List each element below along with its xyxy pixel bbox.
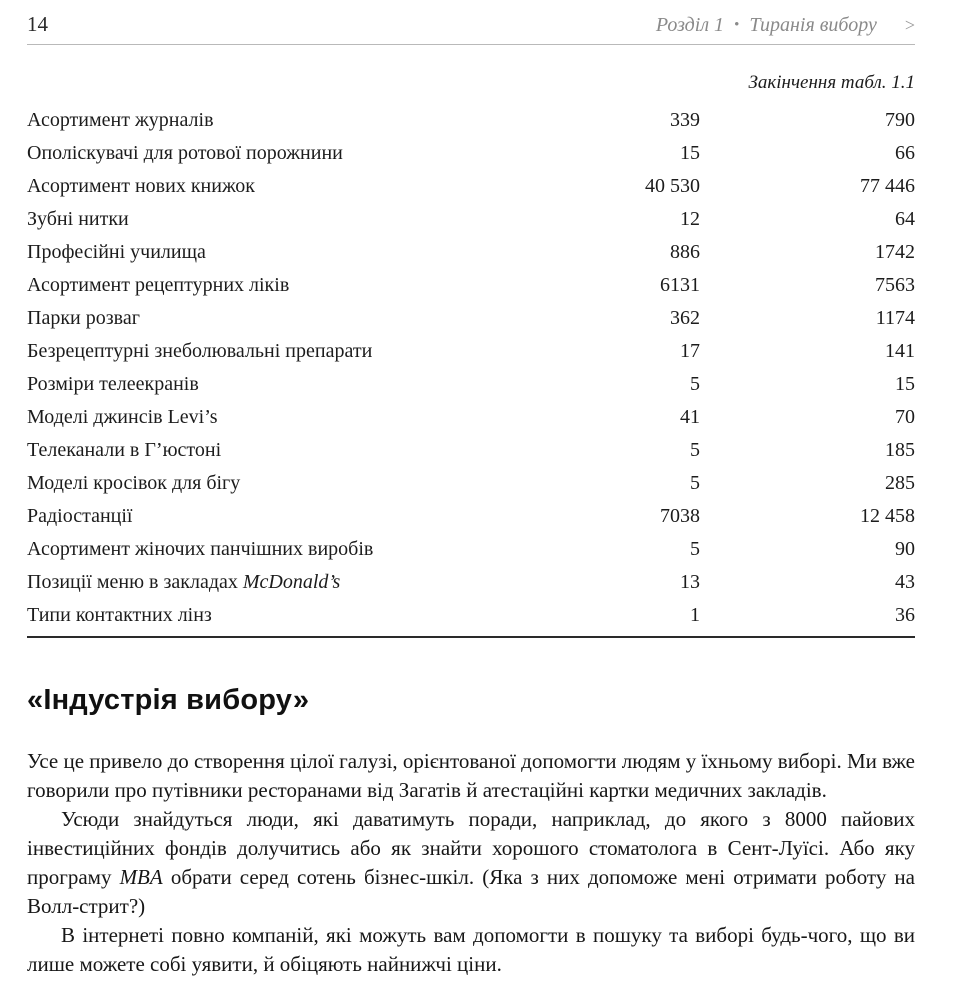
row-value-after: 66 [895,142,915,164]
page-header [27,12,915,45]
row-value-after: 1174 [875,307,915,329]
row-value-after: 43 [895,571,915,593]
row-value-after: 7563 [875,274,915,296]
row-value-before: 1 [690,604,700,626]
table-row [27,533,915,566]
table-row [27,269,915,302]
table-row [27,566,915,599]
row-value-before: 5 [690,538,700,560]
row-label: Безрецептурні знеболювальні препарати [27,340,373,362]
row-label: Моделі джинсів Levi’s [27,406,218,428]
row-value-after: 77 446 [860,175,915,197]
row-label: Асортимент журналів [27,109,214,131]
table-row [27,335,915,368]
row-label: Зубні нитки [27,208,129,230]
table-row [27,467,915,500]
row-value-after: 12 458 [860,505,915,527]
table-row [27,302,915,335]
table-row [27,500,915,533]
choice-table [27,104,915,638]
bullet-separator: • [734,17,740,33]
table-row [27,236,915,269]
row-value-after: 15 [895,373,915,395]
row-value-after: 185 [885,439,915,461]
row-label: Типи контактних лінз [27,604,212,626]
row-value-after: 36 [895,604,915,626]
table-row [27,599,915,632]
row-value-before: 17 [680,340,700,362]
row-value-before: 886 [670,241,700,263]
row-label: Розміри телеекранів [27,373,199,395]
row-value-before: 41 [680,406,700,428]
page-number: 14 [27,12,48,36]
row-label: Асортимент жіночих панчішних виробів [27,538,374,560]
row-label: Радіостанції [27,505,133,527]
row-label: Телеканали в Г’юстоні [27,439,222,461]
table-row [27,401,915,434]
row-value-after: 285 [885,472,915,494]
row-label: Парки розваг [27,307,140,329]
row-value-before: 7038 [660,505,700,527]
table-row [27,434,915,467]
chapter-label: Розділ 1 [655,14,725,36]
row-value-before: 12 [680,208,700,230]
row-value-after: 141 [885,340,915,362]
row-label: Асортимент рецептурних ліків [27,274,290,296]
row-value-before: 5 [690,439,700,461]
table-caption: Закінчення табл. 1.1 [748,72,915,93]
row-value-before: 339 [670,109,700,131]
body-text [27,747,915,979]
row-value-before: 6131 [660,274,700,296]
running-head [656,14,915,37]
row-value-after: 64 [895,208,915,230]
table-row [27,203,915,236]
row-label: Моделі кросівок для бігу [27,472,241,494]
row-label: Ополіскувачі для ротової порожнини [27,142,343,164]
row-value-after: 790 [885,109,915,131]
section-heading: «Індустрія вибору» [27,684,310,716]
paragraph: Усе це привело до створення цілої галузі, орієнтованої допомогти людям у їхньому виборі. Ми вже говорили про путівники ресторанами від Загатів й атестаційні картки медичних закладів. [27,749,915,802]
row-value-before: 40 530 [645,175,700,197]
table-row [27,137,915,170]
chapter-title: Тиранія вибору [749,14,877,36]
paragraph: В інтернеті повно компаній, які можуть вам допомогти в пошуку та виборі будь-чого, що ви лише можете собі уявити, й обіцяють найнижчі ціни. [27,923,915,976]
row-value-before: 362 [670,307,700,329]
row-value-before: 13 [680,571,700,593]
table-row [27,368,915,401]
row-label: Професійні училища [27,241,206,263]
row-label: Асортимент нових книжок [27,175,255,197]
chevron-right-icon: > [904,15,915,35]
row-value-before: 5 [690,472,700,494]
row-value-after: 70 [895,406,915,428]
table-row [27,170,915,203]
paragraph: Усюди знайдуться люди, які даватимуть поради, наприклад, до якого з 8000 пайових інвестиційних фондів долучитись або як знайти хорошого стоматолога в Сент-Луїсі. Або яку програму MBA обрати серед сотень бізнес-шкіл. (Яка з них допоможе мені отримати роботу на Волл-стрит?) [27,807,915,918]
row-value-before: 15 [680,142,700,164]
row-value-after: 90 [895,538,915,560]
row-value-after: 1742 [875,241,915,263]
row-value-before: 5 [690,373,700,395]
table-row [27,104,915,137]
row-label: Позиції меню в закладах McDonald’s [27,571,341,593]
